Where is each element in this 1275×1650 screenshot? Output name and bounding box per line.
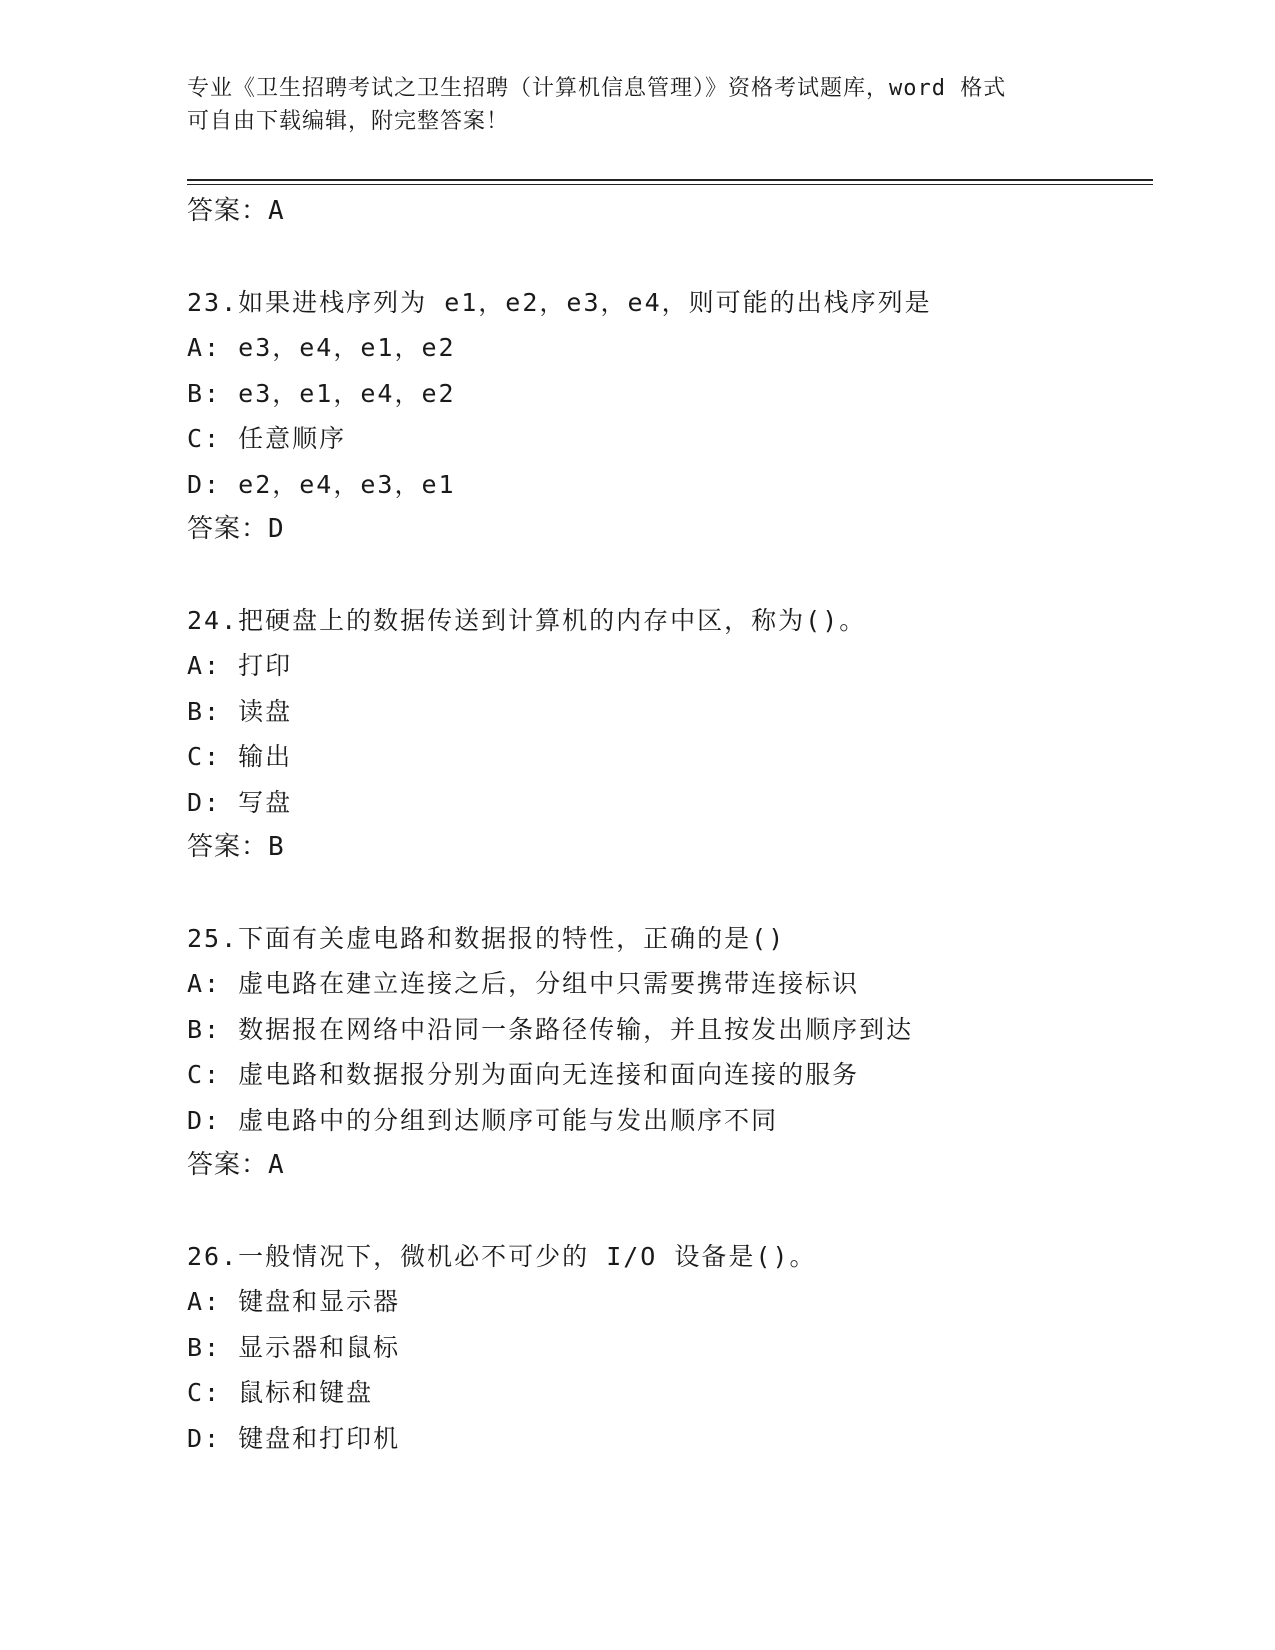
header-line-2: 可自由下载编辑，附完整答案！ [187, 109, 510, 134]
option-a: A: 虚电路在建立连接之后，分组中只需要携带连接标识 [187, 969, 860, 998]
header-line-1: 专业《卫生招聘考试之卫生招聘（计算机信息管理）》资格考试题库，word 格式 [187, 76, 1007, 101]
answer-line: 答案：D [187, 514, 285, 544]
option-d: D: 虚电路中的分组到达顺序可能与发出顺序不同 [187, 1105, 779, 1135]
option-c: C: 任意顺序 [187, 424, 347, 453]
question-24 [187, 598, 1147, 871]
option-c: C: 输出 [187, 742, 293, 771]
option-b: B: e3，e1，e4，e2 [187, 378, 456, 408]
question-stem: 25.下面有关虚电路和数据报的特性，正确的是() [187, 923, 786, 953]
option-b: B: 显示器和鼠标 [187, 1332, 401, 1362]
header-divider-thin [187, 184, 1153, 185]
option-a: A: 打印 [187, 651, 293, 680]
question-stem: 24.把硬盘上的数据传送到计算机的内存中区，称为()。 [187, 605, 867, 635]
option-d: D: e2，e4，e3，e1 [187, 469, 456, 499]
option-d: D: 键盘和打印机 [187, 1423, 401, 1453]
option-d: D: 写盘 [187, 787, 293, 817]
question-25 [187, 916, 1147, 1189]
answer-line: 答案：B [187, 832, 285, 862]
answer-line: 答案：A [187, 196, 285, 226]
option-a: A: 键盘和显示器 [187, 1287, 401, 1316]
question-list [187, 189, 1147, 1461]
answer-line: 答案：A [187, 1150, 285, 1180]
option-b: B: 读盘 [187, 696, 293, 726]
option-a: A: e3，e4，e1，e2 [187, 333, 456, 362]
question-23 [187, 280, 1147, 553]
option-c: C: 虚电路和数据报分别为面向无连接和面向连接的服务 [187, 1060, 860, 1089]
question-stem: 23.如果进栈序列为 e1，e2，e3，e4，则可能的出栈序列是 [187, 287, 932, 317]
header-divider-thick [187, 179, 1153, 181]
document-header [187, 72, 1087, 138]
question-26 [187, 1234, 1147, 1462]
option-c: C: 鼠标和键盘 [187, 1378, 374, 1407]
option-b: B: 数据报在网络中沿同一条路径传输，并且按发出顺序到达 [187, 1014, 914, 1044]
question-stem: 26.一般情况下，微机必不可少的 I/O 设备是()。 [187, 1241, 817, 1271]
